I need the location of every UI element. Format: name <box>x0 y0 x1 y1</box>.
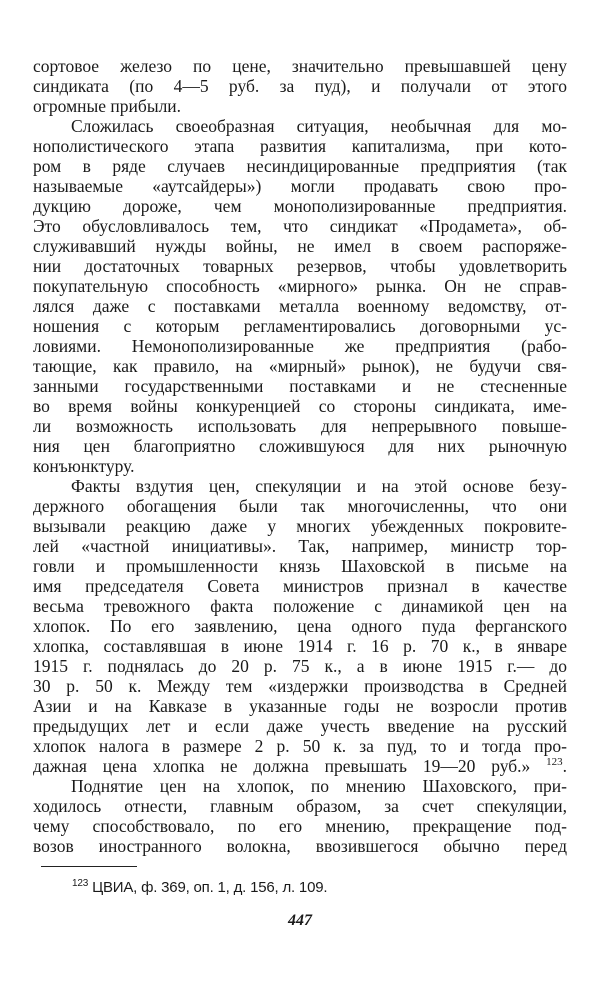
text-line-content: называемые «аутсайдеры») могли продавать свою про- <box>33 176 567 196</box>
text-line <box>33 396 567 416</box>
text-line-content: покупательную способность «мирного» рынка. Он не справ- <box>33 276 567 296</box>
text-line <box>33 796 567 816</box>
text-line-content: Факты вздутия цен, спекуляции и на этой основе безу- <box>71 476 567 496</box>
text-line <box>33 256 567 276</box>
text-line <box>33 356 567 376</box>
footnote-reference[interactable]: 123 <box>546 756 563 769</box>
text-line <box>33 776 567 796</box>
text-line-content: Это обусловливалось тем, что синдикат «Продамета», об- <box>33 216 567 236</box>
text-line <box>33 476 567 496</box>
text-line <box>33 116 567 136</box>
text-line <box>33 416 567 436</box>
text-line <box>33 276 567 296</box>
text-line-content: огромные прибыли. <box>33 96 182 116</box>
text-line-content: чему способствовало, по его мнению, прекращение под- <box>33 816 567 836</box>
text-line <box>33 696 567 716</box>
text-line-content: сортовое железо по цене, значительно превышавшей цену <box>33 56 567 76</box>
text-line-content: служивавший нужды войны, не имел в своем распоряже- <box>33 236 567 256</box>
text-line-content: дажная цена хлопка не должна превышать 19—20 руб.» <box>33 756 531 776</box>
text-line <box>33 316 567 336</box>
text-line <box>33 736 567 756</box>
footnote-divider <box>41 866 137 867</box>
text-line-content: ходилось отнести, главным образом, за счет спекуляции, <box>33 796 567 816</box>
text-line-content: хлопка, составлявшая в июне 1914 г. 16 р. 70 к., в январе <box>33 636 567 656</box>
text-line-content: во время войны конкуренцией со стороны синдиката, име- <box>33 396 567 416</box>
text-line <box>33 376 567 396</box>
text-line <box>33 236 567 256</box>
text-line-content: имя председателя Совета министров признал в качестве <box>33 576 567 596</box>
text-line <box>33 576 567 596</box>
text-line-content: лялся даже с поставками металла военному ведомству, от- <box>33 296 567 316</box>
text-line <box>33 136 567 156</box>
text-line-content: занными государственными поставками и не стесненные <box>33 376 567 396</box>
text-line-content: конъюнктуру. <box>33 456 135 476</box>
text-line <box>33 556 567 576</box>
text-line <box>33 616 567 636</box>
page-number: 447 <box>288 912 312 929</box>
text-line <box>33 156 567 176</box>
text-line <box>33 496 567 516</box>
text-line <box>33 296 567 316</box>
text-line-content: хлопок. По его заявлению, цена одного пуда ферганского <box>33 616 567 636</box>
text-line <box>33 456 567 476</box>
text-line <box>33 96 567 116</box>
text-line <box>33 176 567 196</box>
text-line-content: Сложилась своеобразная ситуация, необычная для мо- <box>71 116 567 136</box>
text-line-content: ром в ряде случаев несиндицированные предприятия (так <box>33 156 567 176</box>
text-line-content: 30 р. 50 к. Между тем «издержки производства в Средней <box>33 676 567 696</box>
text-line <box>33 676 567 696</box>
text-line-content: хлопок налога в размере 2 р. 50 к. за пуд, то и тогда про- <box>33 736 567 756</box>
text-line-content: ния цен благоприятно сложившуюся для них рыночную <box>33 436 567 456</box>
text-line <box>33 596 567 616</box>
text-line-content: держного обогащения были так многочисленны, что они <box>33 496 567 516</box>
text-line <box>33 756 567 776</box>
text-line-content: возов иностранного волокна, ввозившегося обычно перед <box>33 836 567 856</box>
text-line-content: вызывали реакцию даже у многих убежденных покровите- <box>33 516 567 536</box>
text-line-content: весьма тревожного факта положение с динамикой цен на <box>33 596 567 616</box>
text-line-content: нии достаточных товарных резервов, чтобы удовлетворить <box>33 256 567 276</box>
text-line <box>33 816 567 836</box>
text-line-tail: . <box>562 756 568 776</box>
text-line-content: Поднятие цен на хлопок, по мнению Шаховского, при- <box>71 776 567 796</box>
text-line <box>33 76 567 96</box>
text-line <box>33 196 567 216</box>
text-line-content: тающие, как правило, на «мирный» рынок), не будучи свя- <box>33 356 567 376</box>
text-line-content: нополистического этапа развития капитализма, при кото- <box>33 136 567 156</box>
text-line <box>33 656 567 676</box>
text-line <box>33 436 567 456</box>
text-line <box>33 516 567 536</box>
text-line <box>33 536 567 556</box>
text-line-content: лей «частной инициативы». Так, например, министр тор- <box>33 536 567 556</box>
text-line <box>33 836 567 856</box>
text-line <box>33 56 567 76</box>
text-line-content: синдиката (по 4—5 руб. за пуд), и получали от этого <box>33 76 567 96</box>
text-line-content: предыдущих лет и если даже учесть введение на русский <box>33 716 567 736</box>
text-line-content: ношения с которым регламентировались договорными ус- <box>33 316 567 336</box>
text-line-content: дукцию дороже, чем монополизированные предприятия. <box>33 196 567 216</box>
footnote-text: ЦВИА, ф. 369, оп. 1, д. 156, л. 109. <box>92 879 328 896</box>
text-line <box>33 336 567 356</box>
text-line-content: ли возможность использовать для непрерывного повыше- <box>33 416 567 436</box>
text-line-content: говли и промышленности князь Шаховской в письме на <box>33 556 567 576</box>
text-line-content: 1915 г. поднялась до 20 р. 75 к., а в июне 1915 г.— до <box>33 656 567 676</box>
text-line <box>33 716 567 736</box>
text-line <box>33 216 567 236</box>
footnote <box>72 878 327 898</box>
body-text <box>33 56 567 856</box>
text-line-content: ловиями. Немонополизированные же предприятия (рабо- <box>33 336 567 356</box>
footnote-number: 123 <box>72 878 89 889</box>
text-line <box>33 636 567 656</box>
text-line-content: Азии и на Кавказе в указанные годы не возросли против <box>33 696 567 716</box>
